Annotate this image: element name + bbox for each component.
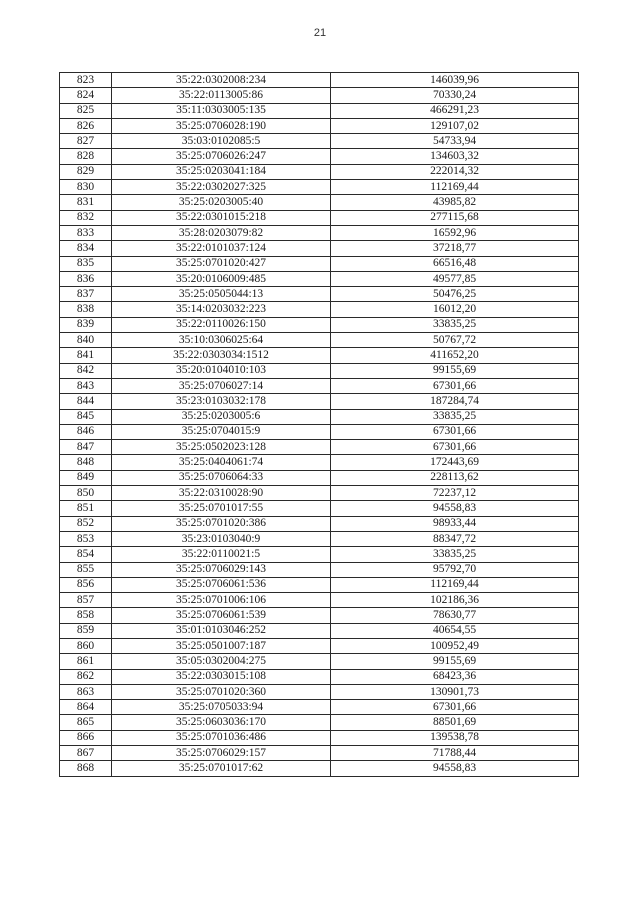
table-row — [60, 638, 579, 653]
cadastral-value-cell: 78630,77 — [331, 608, 579, 623]
cadastral-value-cell: 49577,85 — [331, 271, 579, 286]
cadastral-value-cell: 33835,25 — [331, 547, 579, 562]
row-number-cell: 834 — [60, 241, 112, 256]
cadastral-number-cell: 35:25:0706064:33 — [112, 470, 331, 485]
table-row — [60, 562, 579, 577]
cadastral-number-cell: 35:11:0303005:135 — [112, 103, 331, 118]
cadastral-value-cell: 43985,82 — [331, 195, 579, 210]
cadastral-number-cell: 35:25:0705033:94 — [112, 700, 331, 715]
cadastral-number-cell: 35:25:0706029:143 — [112, 562, 331, 577]
cadastral-number-cell: 35:22:0110021:5 — [112, 547, 331, 562]
cadastral-number-cell: 35:23:0103032:178 — [112, 394, 331, 409]
cadastral-number-cell: 35:25:0603036:170 — [112, 715, 331, 730]
cadastral-value-cell: 146039,96 — [331, 73, 579, 88]
row-number-cell: 837 — [60, 287, 112, 302]
cadastral-number-cell: 35:05:0302004:275 — [112, 654, 331, 669]
cadastral-value-cell: 222014,32 — [331, 164, 579, 179]
cadastral-value-cell: 70330,24 — [331, 88, 579, 103]
cadastral-number-cell: 35:25:0706061:539 — [112, 608, 331, 623]
table-row — [60, 486, 579, 501]
cadastral-value-cell: 66516,48 — [331, 256, 579, 271]
cadastral-value-cell: 33835,25 — [331, 317, 579, 332]
table-row — [60, 577, 579, 592]
table-row — [60, 195, 579, 210]
cadastral-number-cell: 35:25:0404061:74 — [112, 455, 331, 470]
cadastral-value-cell: 95792,70 — [331, 562, 579, 577]
cadastral-number-cell: 35:22:0303034:1512 — [112, 348, 331, 363]
row-number-cell: 867 — [60, 746, 112, 761]
cadastral-value-cell: 37218,77 — [331, 241, 579, 256]
cadastral-number-cell: 35:01:0103046:252 — [112, 623, 331, 638]
table-row — [60, 547, 579, 562]
table-row — [60, 470, 579, 485]
cadastral-value-cell: 172443,69 — [331, 455, 579, 470]
row-number-cell: 828 — [60, 149, 112, 164]
cadastral-value-cell: 98933,44 — [331, 516, 579, 531]
table-row — [60, 180, 579, 195]
row-number-cell: 849 — [60, 470, 112, 485]
table-row — [60, 761, 579, 776]
cadastral-number-cell: 35:22:0301015:218 — [112, 210, 331, 225]
cadastral-value-cell: 277115,68 — [331, 210, 579, 225]
table-row — [60, 118, 579, 133]
cadastral-number-cell: 35:25:0701006:106 — [112, 593, 331, 608]
cadastral-number-cell: 35:03:0102085:5 — [112, 134, 331, 149]
cadastral-value-cell: 68423,36 — [331, 669, 579, 684]
row-number-cell: 839 — [60, 317, 112, 332]
table-row — [60, 88, 579, 103]
cadastral-number-cell: 35:22:0101037:124 — [112, 241, 331, 256]
table-row — [60, 669, 579, 684]
table-row — [60, 348, 579, 363]
row-number-cell: 833 — [60, 225, 112, 240]
row-number-cell: 854 — [60, 547, 112, 562]
table-row — [60, 225, 579, 240]
table-row — [60, 271, 579, 286]
table-row — [60, 394, 579, 409]
cadastral-value-cell: 100952,49 — [331, 638, 579, 653]
row-number-cell: 848 — [60, 455, 112, 470]
cadastral-value-cell: 33835,25 — [331, 409, 579, 424]
row-number-cell: 842 — [60, 363, 112, 378]
table-row — [60, 531, 579, 546]
table-row — [60, 623, 579, 638]
table-row — [60, 256, 579, 271]
cadastral-number-cell: 35:25:0706028:190 — [112, 118, 331, 133]
cadastral-value-cell: 129107,02 — [331, 118, 579, 133]
row-number-cell: 832 — [60, 210, 112, 225]
row-number-cell: 853 — [60, 531, 112, 546]
row-number-cell: 864 — [60, 700, 112, 715]
cadastral-value-cell: 67301,66 — [331, 700, 579, 715]
table-row — [60, 684, 579, 699]
cadastral-number-cell: 35:25:0502023:128 — [112, 440, 331, 455]
table-row — [60, 302, 579, 317]
table-row — [60, 715, 579, 730]
table-row — [60, 516, 579, 531]
cadastral-value-cell: 67301,66 — [331, 424, 579, 439]
table-row — [60, 333, 579, 348]
table-row — [60, 654, 579, 669]
cadastral-value-cell: 466291,23 — [331, 103, 579, 118]
cadastral-number-cell: 35:25:0203005:40 — [112, 195, 331, 210]
row-number-cell: 846 — [60, 424, 112, 439]
row-number-cell: 824 — [60, 88, 112, 103]
row-number-cell: 841 — [60, 348, 112, 363]
cadastral-value-cell: 411652,20 — [331, 348, 579, 363]
row-number-cell: 830 — [60, 180, 112, 195]
cadastral-value-table — [59, 72, 579, 777]
table-row — [60, 241, 579, 256]
cadastral-number-cell: 35:20:0106009:485 — [112, 271, 331, 286]
table-row — [60, 455, 579, 470]
table-row — [60, 103, 579, 118]
cadastral-number-cell: 35:25:0505044:13 — [112, 287, 331, 302]
row-number-cell: 847 — [60, 440, 112, 455]
cadastral-value-cell: 16592,96 — [331, 225, 579, 240]
row-number-cell: 823 — [60, 73, 112, 88]
table-row — [60, 378, 579, 393]
table-row — [60, 593, 579, 608]
cadastral-number-cell: 35:22:0302008:234 — [112, 73, 331, 88]
table-row — [60, 424, 579, 439]
cadastral-value-cell: 50767,72 — [331, 333, 579, 348]
table-body — [60, 73, 579, 777]
cadastral-number-cell: 35:22:0110026:150 — [112, 317, 331, 332]
cadastral-number-cell: 35:25:0203005:6 — [112, 409, 331, 424]
cadastral-value-cell: 187284,74 — [331, 394, 579, 409]
cadastral-number-cell: 35:22:0302027:325 — [112, 180, 331, 195]
row-number-cell: 856 — [60, 577, 112, 592]
cadastral-value-cell: 88347,72 — [331, 531, 579, 546]
row-number-cell: 840 — [60, 333, 112, 348]
cadastral-number-cell: 35:25:0701020:386 — [112, 516, 331, 531]
table-row — [60, 317, 579, 332]
table-row — [60, 73, 579, 88]
cadastral-number-cell: 35:23:0103040:9 — [112, 531, 331, 546]
cadastral-number-cell: 35:14:0203032:223 — [112, 302, 331, 317]
cadastral-number-cell: 35:25:0701020:360 — [112, 684, 331, 699]
cadastral-number-cell: 35:25:0706027:14 — [112, 378, 331, 393]
cadastral-number-cell: 35:25:0704015:9 — [112, 424, 331, 439]
cadastral-number-cell: 35:25:0701036:486 — [112, 730, 331, 745]
cadastral-value-cell: 112169,44 — [331, 577, 579, 592]
row-number-cell: 868 — [60, 761, 112, 776]
row-number-cell: 850 — [60, 486, 112, 501]
cadastral-value-cell: 102186,36 — [331, 593, 579, 608]
row-number-cell: 829 — [60, 164, 112, 179]
table-row — [60, 608, 579, 623]
table-row — [60, 164, 579, 179]
row-number-cell: 835 — [60, 256, 112, 271]
cadastral-number-cell: 35:25:0701020:427 — [112, 256, 331, 271]
cadastral-value-cell: 130901,73 — [331, 684, 579, 699]
cadastral-number-cell: 35:10:0306025:64 — [112, 333, 331, 348]
cadastral-value-cell: 67301,66 — [331, 378, 579, 393]
row-number-cell: 855 — [60, 562, 112, 577]
row-number-cell: 825 — [60, 103, 112, 118]
row-number-cell: 866 — [60, 730, 112, 745]
row-number-cell: 859 — [60, 623, 112, 638]
page-number: 21 — [313, 27, 327, 39]
table-row — [60, 501, 579, 516]
table-row — [60, 363, 579, 378]
cadastral-value-cell: 50476,25 — [331, 287, 579, 302]
row-number-cell: 857 — [60, 593, 112, 608]
cadastral-number-cell: 35:25:0701017:55 — [112, 501, 331, 516]
cadastral-value-cell: 16012,20 — [331, 302, 579, 317]
cadastral-number-cell: 35:25:0706029:157 — [112, 746, 331, 761]
cadastral-number-cell: 35:25:0706026:247 — [112, 149, 331, 164]
row-number-cell: 862 — [60, 669, 112, 684]
table-row — [60, 700, 579, 715]
cadastral-number-cell: 35:22:0310028:90 — [112, 486, 331, 501]
row-number-cell: 858 — [60, 608, 112, 623]
cadastral-value-cell: 134603,32 — [331, 149, 579, 164]
table-row — [60, 149, 579, 164]
cadastral-value-cell: 71788,44 — [331, 746, 579, 761]
row-number-cell: 860 — [60, 638, 112, 653]
row-number-cell: 844 — [60, 394, 112, 409]
row-number-cell: 826 — [60, 118, 112, 133]
cadastral-value-cell: 40654,55 — [331, 623, 579, 638]
cadastral-number-cell: 35:25:0203041:184 — [112, 164, 331, 179]
cadastral-value-cell: 72237,12 — [331, 486, 579, 501]
cadastral-number-cell: 35:20:0104010:103 — [112, 363, 331, 378]
row-number-cell: 863 — [60, 684, 112, 699]
cadastral-value-cell: 94558,83 — [331, 501, 579, 516]
cadastral-number-cell: 35:22:0113005:86 — [112, 88, 331, 103]
table-row — [60, 134, 579, 149]
cadastral-number-cell: 35:28:0203079:82 — [112, 225, 331, 240]
row-number-cell: 831 — [60, 195, 112, 210]
cadastral-number-cell: 35:25:0701017:62 — [112, 761, 331, 776]
cadastral-number-cell: 35:25:0501007:187 — [112, 638, 331, 653]
row-number-cell: 838 — [60, 302, 112, 317]
cadastral-value-cell: 99155,69 — [331, 363, 579, 378]
row-number-cell: 836 — [60, 271, 112, 286]
cadastral-value-cell: 112169,44 — [331, 180, 579, 195]
cadastral-value-cell: 54733,94 — [331, 134, 579, 149]
cadastral-number-cell: 35:22:0303015:108 — [112, 669, 331, 684]
cadastral-value-cell: 228113,62 — [331, 470, 579, 485]
table-row — [60, 210, 579, 225]
table-row — [60, 409, 579, 424]
row-number-cell: 845 — [60, 409, 112, 424]
table-row — [60, 746, 579, 761]
cadastral-value-cell: 88501,69 — [331, 715, 579, 730]
cadastral-value-cell: 99155,69 — [331, 654, 579, 669]
row-number-cell: 851 — [60, 501, 112, 516]
table-row — [60, 730, 579, 745]
cadastral-value-cell: 67301,66 — [331, 440, 579, 455]
cadastral-number-cell: 35:25:0706061:536 — [112, 577, 331, 592]
cadastral-value-cell: 139538,78 — [331, 730, 579, 745]
table-row — [60, 287, 579, 302]
row-number-cell: 843 — [60, 378, 112, 393]
table-row — [60, 440, 579, 455]
cadastral-value-cell: 94558,83 — [331, 761, 579, 776]
row-number-cell: 827 — [60, 134, 112, 149]
row-number-cell: 865 — [60, 715, 112, 730]
row-number-cell: 861 — [60, 654, 112, 669]
row-number-cell: 852 — [60, 516, 112, 531]
